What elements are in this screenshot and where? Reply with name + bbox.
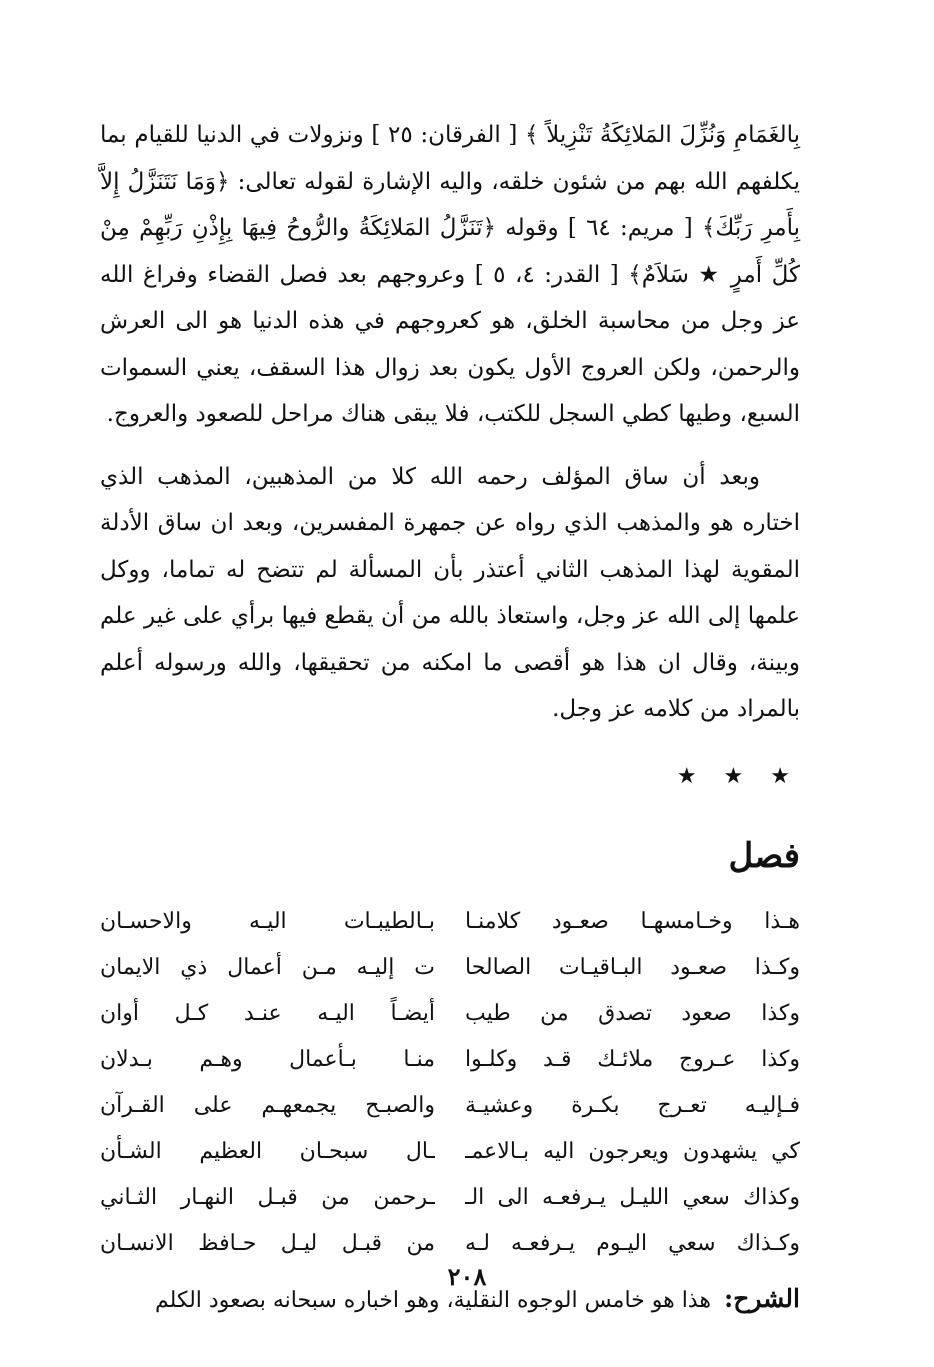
poem-verse <box>100 945 800 991</box>
section-separator: ★ ★ ★ <box>676 763 800 789</box>
verse-second-hemistich: ت إليـه مـن أعمال ذي الايمان <box>100 954 435 980</box>
verse-first-hemistich: وكذا صعود تصدق من طيب <box>465 1000 800 1026</box>
poem-verse <box>100 899 800 945</box>
poem-verse <box>100 1037 800 1083</box>
poem <box>100 899 800 1267</box>
page-number: ٢٠٨ <box>447 1262 487 1291</box>
paragraph-2: وبعد أن ساق المؤلف رحمه الله كلا من المذهبين، المذهب الذي اختاره هو والمذهب الذي رواه عن جمهرة المفسرين، وبعد ان ساق الأدلة المقوية لهذا المذهب الثاني أعتذر بأن المسألة لم تتضح له تماما، ووكل علمها إلى الله عز وجل، واستعاذ بالله من أن يقطع فيها برأي على غير علم وبينة، وقال ان هذا هو أقصى ما امكنه من تحقيقها، والله ورسوله أعلم بالمراد من كلامه عز وجل. <box>100 463 800 722</box>
verse-second-hemistich: والصبـح يجمعهـم على القـرآن <box>100 1092 435 1118</box>
paragraph-1: بِالغَمَامِ وَنُزِّلَ المَلائِكَةُ تَنْزِيلاً ﴾ [ الفرقان: ٢٥ ] ونزولات في الدنيا للقيام بما يكلفهم الله بهم من شئون خلقه، واليه الإشارة لقوله تعالى: ﴿وَمَا نَتَنَزَّلُ إِلاَّ بِأَمرِ رَبِّكَ﴾ [ مريم: ٦٤ ] وقوله ﴿تَنَزَّلُ المَلائِكَةُ والرُّوحُ فِيهَا بِإِذْنِ رَبِّهِمْ مِنْ كُلِّ أَمرٍ ★ سَلاَمٌ﴾ [ القدر: ٤، ٥ ] وعروجهم بعد فصل القضاء وفراغ الله عز وجل من محاسبة الخلق، هو كعروجهم في هذه الدنيا هو الى العرش والرحمن، ولكن العروج الأول يكون بعد زوال هذا السقف، يعني السموات السبع، وطيها كطي السجل للكتب، فلا يبقى هناك مراحل للصعود والعروج. <box>100 122 800 427</box>
verse-second-hemistich: من قبـل ليـل حـافظ الانسـان <box>100 1230 435 1256</box>
poem-verse <box>100 1175 800 1221</box>
verse-first-hemistich: هـذا وخـامسهـا صعـود كلامنـا <box>465 908 800 934</box>
verse-first-hemistich: كي يشهدون ويعرجون اليه بـالاعمـ <box>465 1138 800 1164</box>
verse-first-hemistich: وكـذا صعـود البـاقيـات الصالحا <box>465 954 800 980</box>
verse-second-hemistich: ـرحمن من قبـل النهـار الثـاني <box>100 1184 435 1210</box>
poem-verse <box>100 991 800 1037</box>
verse-second-hemistich: أيضـاً اليـه عنـد كـل أوان <box>100 1000 435 1026</box>
verse-second-hemistich: بـالطيبـات اليـه والاحسـان <box>100 908 435 934</box>
verse-first-hemistich: فـإليـه تعـرج بكـرة وعشيـة <box>465 1092 800 1118</box>
poem-verse <box>100 1221 800 1267</box>
verse-first-hemistich: وكذا عـروج ملائـك قـد وكلـوا <box>465 1046 800 1072</box>
commentary-text: هذا هو خامس الوجوه النقلية، وهو اخباره سبحانه بصعود الكلم <box>155 1287 711 1313</box>
verse-second-hemistich: ـال سبحـان العظيم الشـأن <box>100 1138 435 1164</box>
verse-second-hemistich: منـا بـأعمال وهـم بـدلان <box>100 1046 435 1072</box>
poem-verse <box>100 1083 800 1129</box>
verse-first-hemistich: وكـذاك سعي اليـوم يـرفعـه لـه <box>465 1230 800 1256</box>
section-title: فصل <box>728 835 800 876</box>
commentary-label: الشرح: <box>723 1283 800 1313</box>
verse-first-hemistich: وكذاك سعي الليـل يـرفعـه الى الـ <box>465 1184 800 1210</box>
page-body <box>100 112 800 1321</box>
poem-verse <box>100 1129 800 1175</box>
